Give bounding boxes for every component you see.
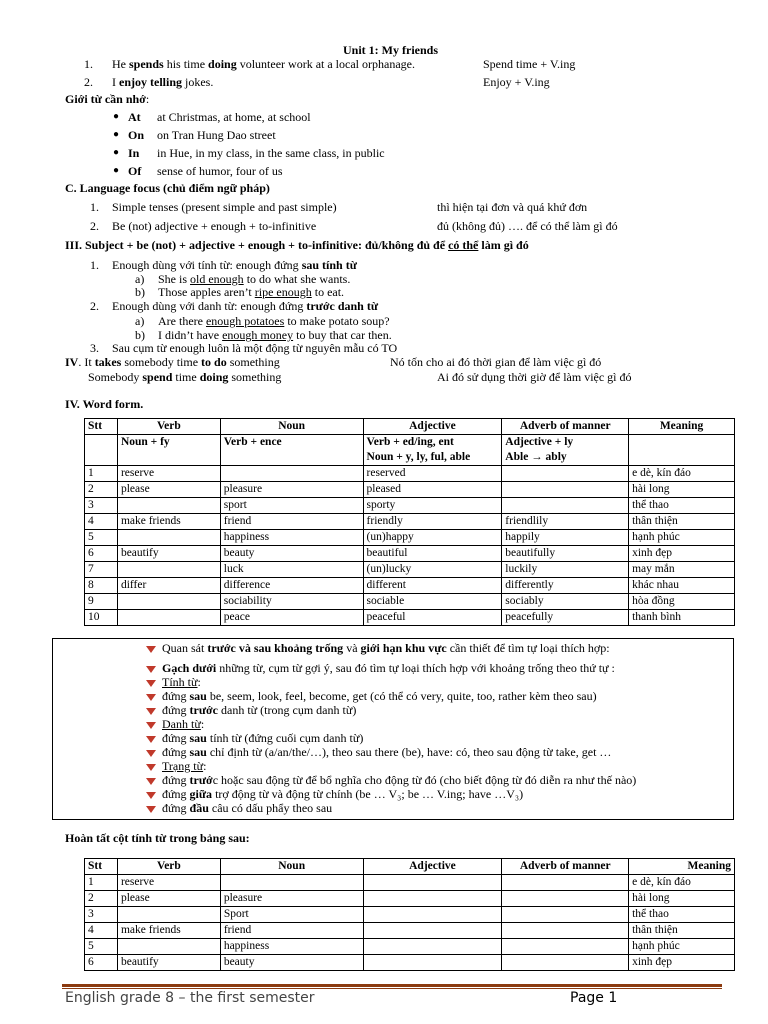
col-header: Verb: [117, 419, 220, 435]
tip-line: đứng sau tính từ (đứng cuối cụm danh từ): [146, 731, 363, 746]
table-row: 4 make friends friend thân thiện: [85, 923, 735, 939]
col-header: Noun: [220, 419, 363, 435]
col-header: Adjective: [363, 859, 502, 875]
answer-cell[interactable]: [363, 955, 502, 971]
grammar-point: Simple tenses (present simple and past simple): [112, 200, 337, 214]
table-row: 8 differ difference different differently khác nhau: [85, 578, 735, 594]
enough-example: Those apples aren’t ripe enough to eat.: [158, 285, 345, 299]
example-1-formula: Spend time + V.ing: [483, 57, 576, 71]
col-header: Meaning: [629, 859, 735, 875]
list-number: 1.: [90, 258, 99, 272]
table-row: 1 reserve reserved e dè, kín đáo: [85, 466, 735, 482]
table-row: 2 please pleasure hài long: [85, 891, 735, 907]
table-row: 7 luck (un)lucky luckily may mắn: [85, 562, 735, 578]
col-header: Adverb of manner: [502, 859, 629, 875]
formation-rule: Noun + fy: [117, 435, 220, 466]
table-header-row: [85, 859, 735, 875]
table-row: 5 happiness hạnh phúc: [85, 939, 735, 955]
table-row: 4 make friends friend friendly friendlily thân thiện: [85, 514, 735, 530]
prep-example: in Hue, in my class, in the same class, in public: [157, 146, 385, 160]
col-header: Adjective: [363, 419, 502, 435]
formation-rule: Verb + ed/ing, ent Noun + y, ly, ful, able: [363, 435, 502, 466]
col-header: Verb: [117, 859, 220, 875]
arrow-down-icon: [146, 736, 156, 743]
list-number: 2.: [90, 299, 99, 313]
col-header: Noun: [220, 859, 363, 875]
table-row: 5 happiness (un)happy happily hạnh phúc: [85, 530, 735, 546]
arrow-down-icon: [146, 680, 156, 687]
prep-word: At: [128, 110, 141, 124]
col-header: Stt: [85, 859, 118, 875]
enough-example: She is old enough to do what she wants.: [158, 272, 351, 286]
col-header: Adverb of manner: [502, 419, 629, 435]
table-row: 9 sociability sociable sociably hòa đồng: [85, 594, 735, 610]
arrow-down-icon: [146, 646, 156, 653]
table-row: 3 Sport thể thao: [85, 907, 735, 923]
answer-cell[interactable]: [363, 875, 502, 891]
table-row: 6 beautify beauty beautiful beautifully xinh đẹp: [85, 546, 735, 562]
tip-line: đứng trước hoặc sau động từ để bổ nghĩa cho động từ đó (cho biết động từ đó diễn ra như thế nào): [146, 773, 636, 788]
arrow-down-icon: [146, 750, 156, 757]
spend-structure: Somebody spend time doing something: [88, 370, 282, 384]
grammar-point: Be (not) adjective + enough + to-infinitive: [112, 219, 317, 233]
tip-line: Trạng từ:: [146, 759, 206, 774]
word-form-table: [84, 418, 735, 626]
arrow-down-icon: [146, 778, 156, 785]
section-c-heading: C. Language focus (chủ điểm ngữ pháp): [65, 181, 270, 195]
list-number: 2.: [90, 219, 99, 233]
arrow-down-icon: [146, 694, 156, 701]
formation-rule: Adjective + ly Able → ably: [502, 435, 629, 466]
arrow-down-icon: [146, 792, 156, 799]
example-2-formula: Enjoy + V.ing: [483, 75, 550, 89]
bullet-icon: ●: [113, 147, 120, 158]
tip-line: đứng sau chỉ định từ (a/an/the/…), theo sau there (be), have: có, theo sau động từ take, get …: [146, 745, 611, 760]
col-header: Meaning: [629, 419, 735, 435]
sub-label: b): [135, 285, 145, 299]
answer-cell[interactable]: [363, 923, 502, 939]
takes-structure: IV. It takes somebody time to do something: [65, 355, 280, 369]
example-2-number: 2.: [84, 75, 93, 89]
example-1: [84, 57, 93, 72]
spend-meaning: Ai đó sử dụng thời giờ để làm việc gì đó: [437, 370, 632, 384]
arrow-down-icon: [146, 666, 156, 673]
table-row: 2 please pleasure pleased hài long: [85, 482, 735, 498]
list-number: 3.: [90, 341, 99, 355]
list-number: 1.: [90, 200, 99, 214]
tip-line: đứng trước danh từ (trong cụm danh từ): [146, 703, 356, 718]
prep-example: sense of humor, four of us: [157, 164, 283, 178]
prep-word: In: [128, 146, 140, 160]
tip-line: Danh từ:: [146, 717, 204, 732]
prep-word: On: [128, 128, 145, 142]
bullet-icon: ●: [113, 165, 120, 176]
formation-rule: Verb + ence: [220, 435, 363, 466]
enough-rule-noun: Enough dùng với danh từ: enough đứng trước danh từ: [112, 299, 379, 313]
sub-label: a): [135, 272, 145, 286]
sub-label: b): [135, 328, 145, 342]
page-number: Page 1: [570, 990, 618, 1006]
footer-rule-thin: [62, 988, 722, 989]
sub-label: a): [135, 314, 145, 328]
word-form-heading: IV. Word form.: [65, 397, 144, 411]
tip-line: Tính từ:: [146, 675, 201, 690]
footer-course: English grade 8 – the first semester: [65, 990, 315, 1006]
enough-rule-adj: Enough dùng với tính từ: enough đứng sau tính từ: [112, 258, 357, 272]
bullet-icon: ●: [113, 111, 120, 122]
arrow-down-icon: [146, 764, 156, 771]
grammar-meaning: thì hiện tại đơn và quá khứ đơn: [437, 200, 588, 214]
table-row: 3 sport sporty thể thao: [85, 498, 735, 514]
exercise-heading: Hoàn tất cột tính từ trong bảng sau:: [65, 831, 250, 845]
grammar-meaning: đủ (không đủ) …. để có thể làm gì đó: [437, 219, 618, 233]
page-title: Unit 1: My friends: [343, 43, 438, 57]
tip-line: Gạch dưới những từ, cụm từ gợi ý, sau đó tìm tự loại thích hợp với khoảng trống theo thứ tự :: [146, 661, 615, 676]
prep-example: at Christmas, at home, at school: [157, 110, 311, 124]
answer-cell[interactable]: [363, 939, 502, 955]
tip-line: đứng đầu câu có dấu phẩy theo sau: [146, 801, 332, 816]
enough-example: I didn’t have enough money to buy that car then.: [158, 328, 392, 342]
table-row: 6 beautify beauty xinh đẹp: [85, 955, 735, 971]
enough-rule-to: Sau cụm từ enough luôn là một động từ nguyên mẫu có TO: [112, 341, 398, 355]
arrow-icon: →: [531, 451, 543, 463]
table-row: 10 peace peaceful peacefully thanh bình: [85, 610, 735, 626]
tip-line: đứng giữa trợ động từ và động từ chính (be … V₃; be … V.ing; have …V₃): [146, 787, 523, 802]
prep-example: on Tran Hung Dao street: [157, 128, 276, 142]
example-2-sentence: I enjoy telling jokes.: [112, 75, 214, 89]
example-number: 1.: [84, 57, 93, 71]
exercise-table: [84, 858, 735, 971]
table-header-row: [85, 419, 735, 435]
answer-cell[interactable]: [363, 907, 502, 923]
arrow-down-icon: [146, 806, 156, 813]
arrow-down-icon: [146, 708, 156, 715]
arrow-down-icon: [146, 722, 156, 729]
tip-line: đứng sau be, seem, look, feel, become, get (có thể có very, quite, too, rather kèm theo sau): [146, 689, 597, 704]
section-iii-heading: III. Subject + be (not) + adjective + enough + to-infinitive: đủ/không đủ để có thể làm gì đó: [65, 238, 529, 252]
col-header: Stt: [85, 419, 118, 435]
answer-cell[interactable]: [363, 891, 502, 907]
prep-heading: Giới từ cần nhớ:: [65, 92, 150, 106]
table-row: 1 reserve e dè, kín đáo: [85, 875, 735, 891]
takes-meaning: Nó tốn cho ai đó thời gian để làm việc gì đó: [390, 355, 602, 369]
bullet-icon: ●: [113, 129, 120, 140]
prep-word: Of: [128, 164, 142, 178]
example-1-sentence: He spends his time doing volunteer work at a local orphanage.: [112, 57, 415, 71]
table-subheader-row: [85, 435, 735, 466]
tip-line: Quan sát trước và sau khoảng trống và giới hạn khu vực cần thiết để tìm tự loại thích hợp:: [146, 641, 610, 656]
enough-example: Are there enough potatoes to make potato soup?: [158, 314, 390, 328]
footer-rule: [62, 984, 722, 987]
